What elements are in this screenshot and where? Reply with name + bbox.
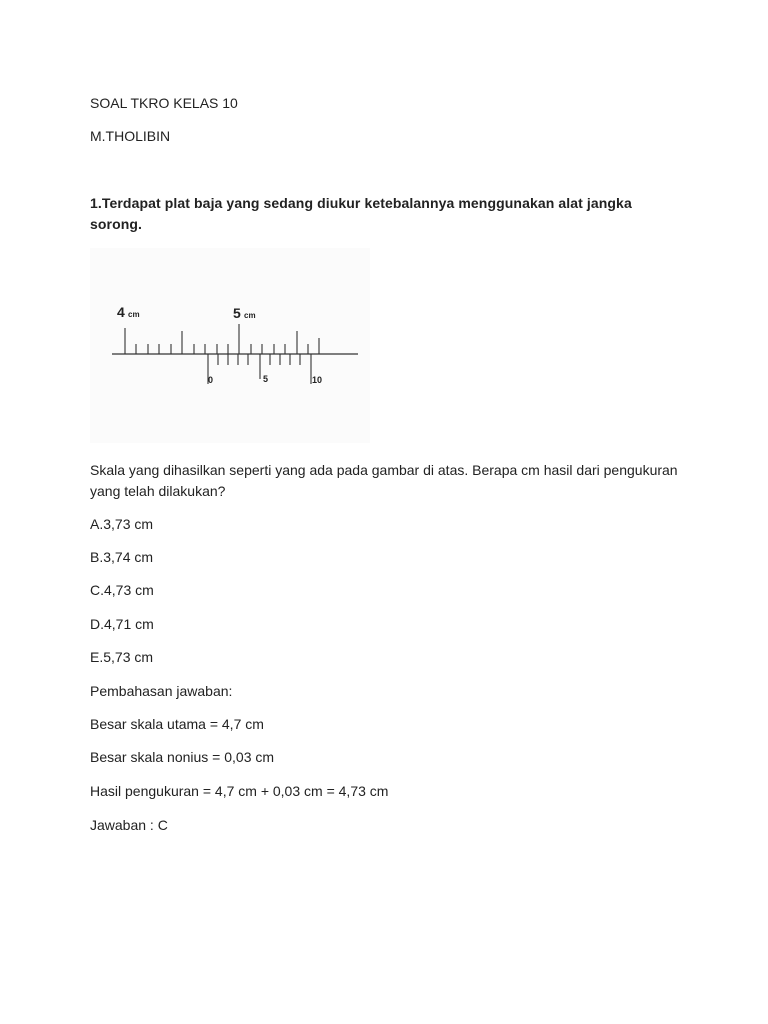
option-b: B.3,74 cm — [90, 549, 154, 565]
answer-text: Jawaban : C — [90, 817, 168, 833]
vernier-scale-value: Besar skala nonius = 0,03 cm — [90, 749, 275, 765]
vernier-label-0: 0 — [208, 375, 214, 385]
caliper-figure — [90, 248, 370, 443]
option-a: A.3,73 cm — [90, 516, 154, 532]
option-e: E.5,73 cm — [90, 649, 154, 665]
main-scale-label-4: 4 — [117, 304, 125, 320]
measurement-result: Hasil pengukuran = 4,7 cm + 0,03 cm = 4,73 cm — [90, 783, 389, 799]
option-c: C.4,73 cm — [90, 582, 154, 598]
vernier-label-10: 10 — [312, 375, 323, 385]
vernier-label-5: 5 — [263, 374, 269, 384]
question-text: 1.Terdapat plat baja yang sedang diukur ketebalannya menggunakan alat jangka sorong. — [90, 195, 632, 232]
main-scale-unit-4: cm — [128, 310, 140, 319]
discussion-heading: Pembahasan jawaban: — [90, 683, 233, 699]
main-scale-label-5: 5 — [233, 305, 241, 321]
document-title: SOAL TKRO KELAS 10 — [90, 95, 238, 111]
caliper-scale-diagram — [90, 248, 370, 443]
author-name: M.THOLIBIN — [90, 128, 171, 144]
main-scale-unit-5: cm — [244, 311, 256, 320]
vernier-scale-ticks — [208, 354, 311, 384]
main-scale-ticks — [125, 324, 319, 354]
option-d: D.4,71 cm — [90, 616, 154, 632]
question-prompt: Skala yang dihasilkan seperti yang ada pada gambar di atas. Berapa cm hasil dari pengukuran yang telah dilakukan? — [90, 462, 678, 499]
main-scale-value: Besar skala utama = 4,7 cm — [90, 716, 264, 732]
